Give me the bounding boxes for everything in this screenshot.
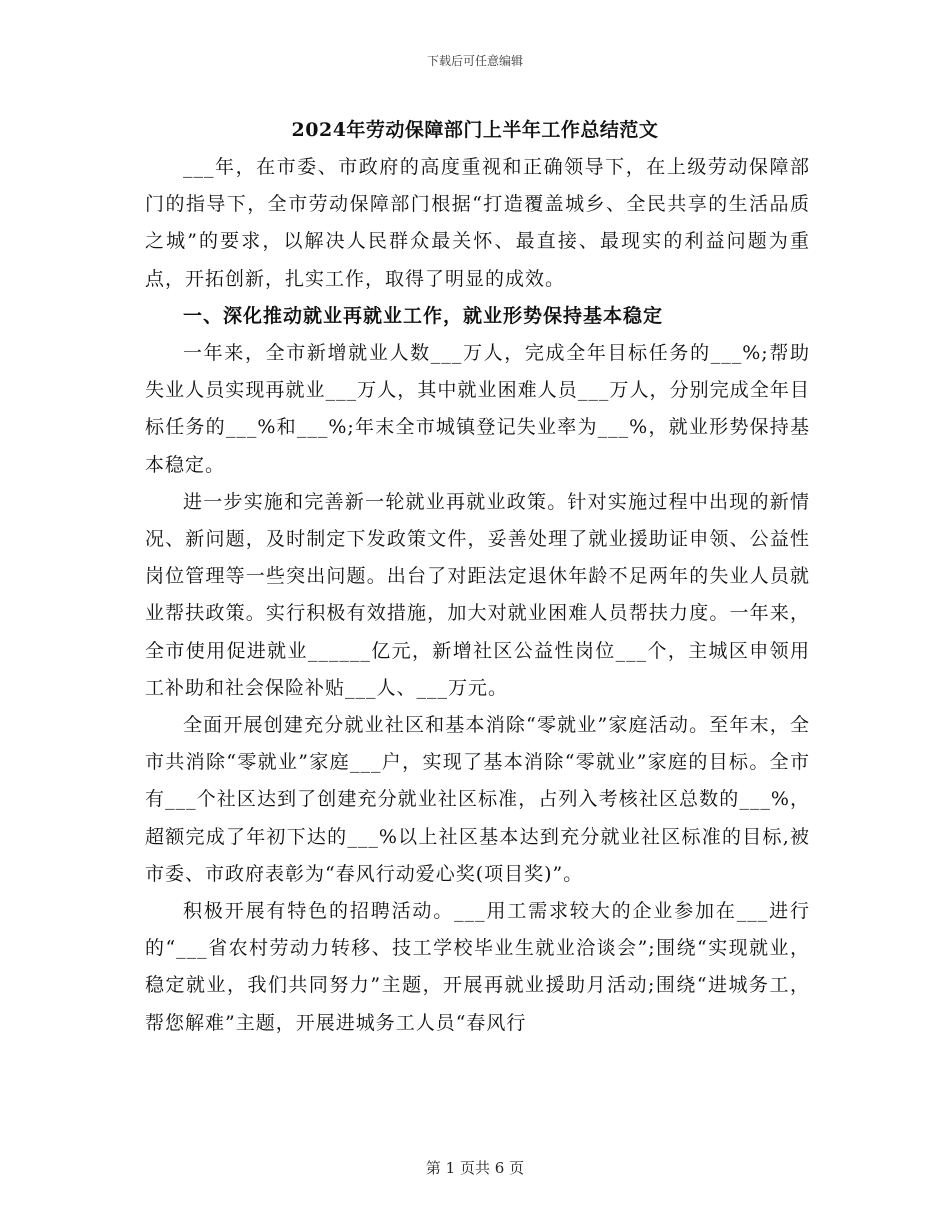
document-body <box>145 149 810 1042</box>
paragraph-employment-stats: 一年来，全市新增就业人数___万人，完成全年目标任务的___%;帮助失业人员实现再就业___万人，其中就业困难人员___万人，分别完成全年目标任务的___%和___%;年末全市城镇登记失业率为___%，就业形势保持基本稳定。 <box>145 342 810 476</box>
section-heading-1: 一、深化推动就业再就业工作，就业形势保持基本稳定 <box>183 304 664 327</box>
paragraph-community: 全面开展创建充分就业社区和基本消除“零就业”家庭活动。至年末，全市共消除“零就业”家庭___户，实现了基本消除“零就业”家庭的目标。全市有___个社区达到了创建充分就业社区标准，占列入考核社区总数的___%，超额完成了年初下达的___%以上社区基本达到充分就业社区标准的目标,被市委、市政府表彰为“春风行动爱心奖(项目奖)”。 <box>145 714 810 885</box>
paragraph-intro: ___年，在市委、市政府的高度重视和正确领导下，在上级劳动保障部门的指导下，全市劳动保障部门根据“打造覆盖城乡、全民共享的生活品质之城”的要求，以解决人民群众最关怀、最直接、最现实的利益问题为重点，开拓创新，扎实工作，取得了明显的成效。 <box>145 156 810 290</box>
paragraph-recruitment: 积极开展有特色的招聘活动。___用工需求较大的企业参加在___进行的“___省农村劳动力转移、技工学校毕业生就业洽谈会”;围绕“实现就业，稳定就业，我们共同努力”主题，开展再就业援助月活动;围绕“进城务工，帮您解难”主题，开展进城务工人员“春风行 <box>145 900 810 1034</box>
page-number: 第 1 页共 6 页 <box>425 1159 525 1177</box>
paragraph-policy: 进一步实施和完善新一轮就业再就业政策。针对实施过程中出现的新情况、新问题，及时制定下发政策文件，妥善处理了就业援助证申领、公益性岗位管理等一些突出问题。出台了对距法定退休年龄不足两年的失业人员就业帮扶政策。实行积极有效措施，加大对就业困难人员帮扶力度。一年来，全市使用促进就业______亿元，新增社区公益性岗位___个，主城区申领用工补助和社会保险补贴___人、___万元。 <box>145 490 810 699</box>
page-header-note: 下载后可任意编辑 <box>426 54 523 68</box>
document-title: 2024年劳动保障部门上半年工作总结范文 <box>291 119 659 141</box>
